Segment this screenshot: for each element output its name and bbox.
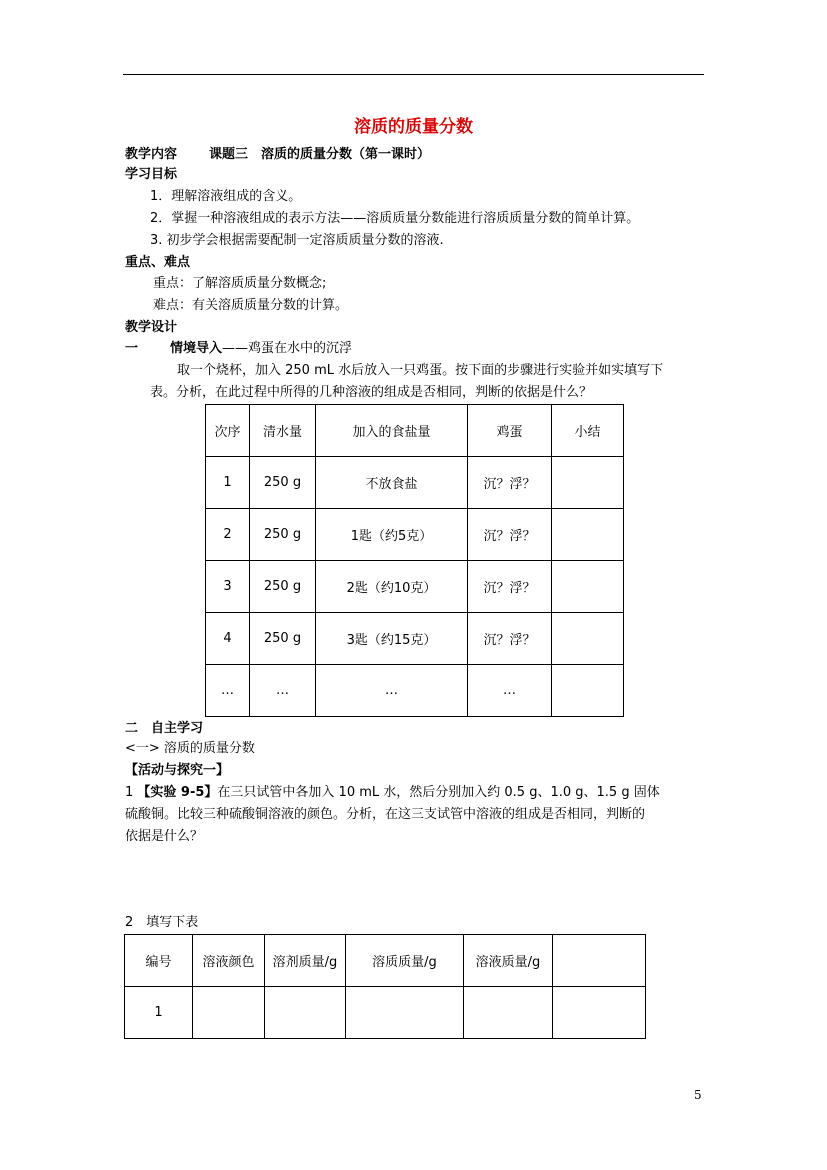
table-cell — [346, 987, 464, 1039]
header-cell: 清水量 — [250, 405, 316, 457]
table-cell: 沉？浮？ — [468, 613, 552, 665]
egg-experiment-table — [205, 404, 624, 717]
experiment-line1 — [125, 783, 660, 803]
table-cell: … — [316, 665, 468, 717]
header-cell: 溶液质量/g — [464, 935, 553, 987]
table-cell — [265, 987, 346, 1039]
fill-table-instruction: 2 填写下表 — [125, 915, 199, 930]
section1-para-line1: 取一个烧杯，加入 250 mL 水后放入一只鸡蛋。按下面的步骤进行实验并如实填写下 — [177, 363, 664, 378]
table-header-row — [125, 935, 646, 987]
table-cell: 2匙（约10克） — [316, 561, 468, 613]
section1-heading — [125, 339, 352, 359]
goals-heading: 学习目标 — [125, 167, 178, 182]
section2-subheading: <一> 溶质的质量分数 — [125, 741, 255, 756]
table-cell: 沉？浮？ — [468, 457, 552, 509]
table-cell: … — [250, 665, 316, 717]
table-cell: 3匙（约15克） — [316, 613, 468, 665]
table-row — [206, 613, 624, 665]
table-cell: 250 g — [250, 561, 316, 613]
page-title: 溶质的质量分数 — [354, 117, 473, 137]
header-cell: 溶液颜色 — [193, 935, 265, 987]
experiment-num: 1 — [125, 785, 138, 800]
table-cell — [193, 987, 265, 1039]
header-cell: 溶质质量/g — [346, 935, 464, 987]
table-cell: … — [468, 665, 552, 717]
section1-subtitle: ——鸡蛋在水中的沉浮 — [222, 341, 353, 356]
experiment-line3: 依据是什么？ — [125, 829, 204, 844]
table-cell: 1匙（约5克） — [316, 509, 468, 561]
table-cell — [464, 987, 553, 1039]
header-cell: 溶剂质量/g — [265, 935, 346, 987]
activity-heading: 【活动与探究一】 — [125, 763, 230, 778]
table-cell: 250 g — [250, 457, 316, 509]
header-cell: 次序 — [206, 405, 250, 457]
table-cell: 沉？浮？ — [468, 509, 552, 561]
table-cell: 1 — [125, 987, 193, 1039]
content-value: 课题三 溶质的质量分数（第一课时） — [209, 147, 431, 162]
table-cell: 1 — [206, 457, 250, 509]
table-cell — [552, 457, 624, 509]
table-row — [206, 457, 624, 509]
difficult-point: 难点：有关溶质质量分数的计算。 — [153, 298, 349, 313]
goal-item-1: 1．理解溶液组成的含义。 — [150, 189, 302, 204]
experiment-text: 在三只试管中各加入 10 mL 水，然后分别加入约 0.5 g、1.0 g、1.5 g 固体 — [217, 785, 660, 800]
table-row — [125, 987, 646, 1039]
copper-sulfate-table — [124, 934, 646, 1039]
header-cell: 编号 — [125, 935, 193, 987]
content-line — [125, 145, 430, 165]
goal-item-2: 2．掌握一种溶液组成的表示方法——溶质质量分数能进行溶质质量分数的简单计算。 — [150, 211, 640, 226]
section1-title: 情境导入 — [170, 341, 223, 356]
experiment-line2: 硫酸铜。比较三种硫酸铜溶液的颜色。分析，在这三支试管中溶液的组成是否相同，判断的 — [125, 807, 646, 822]
header-rule — [123, 74, 704, 75]
table-row — [206, 561, 624, 613]
table-cell — [552, 665, 624, 717]
experiment-label: 【实验 9-5】 — [137, 785, 218, 800]
table-cell: 2 — [206, 509, 250, 561]
design-heading: 教学设计 — [125, 320, 178, 335]
key-heading: 重点、难点 — [125, 255, 191, 270]
page-number: 5 — [694, 1088, 702, 1102]
table-cell: 250 g — [250, 509, 316, 561]
table-cell — [552, 509, 624, 561]
table-cell: 4 — [206, 613, 250, 665]
header-cell — [553, 935, 646, 987]
section1-num: 一 — [125, 341, 139, 356]
table-cell: 3 — [206, 561, 250, 613]
table-cell: 沉？浮？ — [468, 561, 552, 613]
content-label: 教学内容 — [125, 147, 178, 162]
table-cell — [552, 561, 624, 613]
header-cell: 小结 — [552, 405, 624, 457]
table-row — [206, 665, 624, 717]
section1-para-line2: 表。分析，在此过程中所得的几种溶液的组成是否相同，判断的依据是什么？ — [150, 385, 593, 400]
table-cell: … — [206, 665, 250, 717]
key-point: 重点：了解溶质质量分数概念; — [153, 276, 327, 291]
table-cell — [553, 987, 646, 1039]
table-header-row — [206, 405, 624, 457]
header-cell: 加入的食盐量 — [316, 405, 468, 457]
table-cell: 250 g — [250, 613, 316, 665]
table-cell: 不放食盐 — [316, 457, 468, 509]
table-row — [206, 509, 624, 561]
header-cell: 鸡蛋 — [468, 405, 552, 457]
section2-heading: 二 自主学习 — [125, 721, 204, 736]
goal-item-3: 3. 初步学会根据需要配制一定溶质质量分数的溶液. — [150, 233, 444, 248]
table-cell — [552, 613, 624, 665]
